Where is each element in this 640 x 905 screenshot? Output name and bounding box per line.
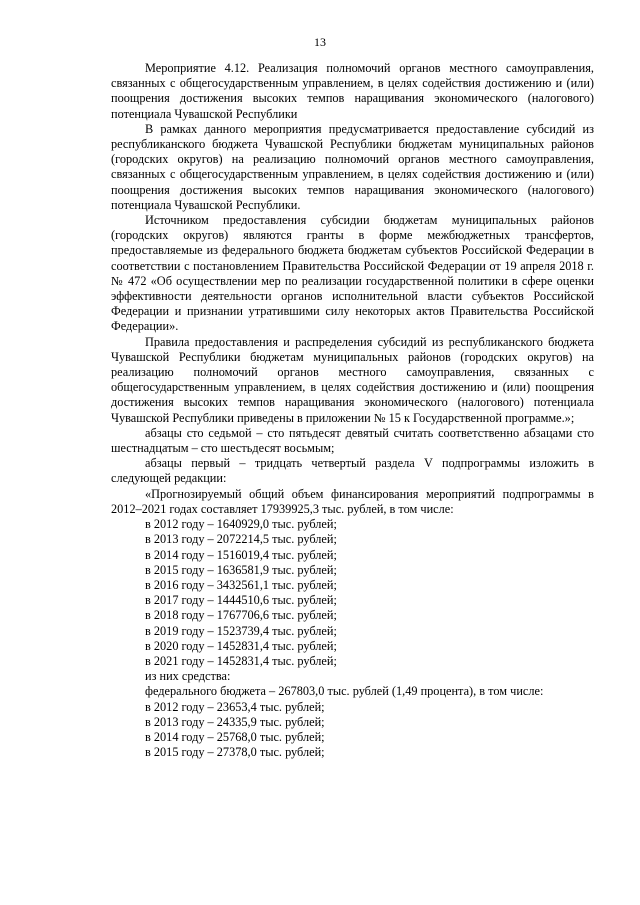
paragraph: «Прогнозируемый общий объем финансирования мероприятий подпрограммы в 2012–2021 годах составляет 17939925,3 тыс. рублей, в том числе: — [111, 486, 594, 516]
list-item: в 2014 году – 25768,0 тыс. рублей; — [145, 729, 325, 744]
list-item: в 2014 году – 1516019,4 тыс. рублей; — [145, 547, 337, 562]
list-item: в 2013 году – 2072214,5 тыс. рублей; — [145, 532, 337, 547]
list-item: в 2020 году – 1452831,4 тыс. рублей; — [145, 638, 337, 653]
list-item: в 2012 году – 1640929,0 тыс. рублей; — [145, 517, 337, 532]
paragraph: абзацы сто седьмой – сто пятьдесят девятый считать соответственно абзацами сто шестнадцатым – сто шестьдесят восьмым; — [111, 425, 594, 456]
document-body — [111, 61, 594, 760]
list-item: в 2015 году – 27378,0 тыс. рублей; — [145, 745, 325, 760]
list-item: в 2012 году – 23653,4 тыс. рублей; — [145, 699, 325, 714]
paragraph: абзацы первый – тридцать четвертый раздела V подпрограммы изложить в следующей редакции: — [111, 456, 594, 486]
list-item: в 2019 году – 1523739,4 тыс. рублей; — [145, 623, 337, 638]
paragraph: Правила предоставления и распределения субсидий из республиканского бюджета Чувашской Республики бюджетам муниципальных районов (городских округов) на реализацию полномочий органов местного самоуправления, связанных с общегосударственным управлением, в целях содействия достижению и (или) поощрения достижения высоких темпов наращивания экономического (налогового) потенциала Чувашской Республики приведены в приложении № 15 к Государственной программе.»; — [111, 334, 594, 425]
page-number: 13 — [314, 35, 326, 49]
list-item: в 2013 году – 24335,9 тыс. рублей; — [145, 714, 325, 729]
list-item: в 2018 году – 1767706,6 тыс. рублей; — [145, 608, 337, 623]
paragraph: Источником предоставления субсидии бюджетам муниципальных районов (городских округов) являются гранты в форме межбюджетных трансфертов, предоставляемые из федерального бюджета бюджетам субъектов Российской Федерации в соответствии с постановлением Правительства Российской Федерации от 19 апреля 2018 г. № 472 «Об осуществлении мер по реализации государственной политики в сфере оценки эффективности деятельности органов исполнительной власти субъектов Российской Федерации и признании утратившими силу некоторых актов Правительства Российской Федерации». — [111, 213, 594, 334]
list-item: в 2021 году – 1452831,4 тыс. рублей; — [145, 653, 337, 668]
list-item: в 2016 году – 3432561,1 тыс. рублей; — [145, 577, 337, 592]
list-item: в 2015 году – 1636581,9 тыс. рублей; — [145, 562, 337, 577]
list-item: в 2017 году – 1444510,6 тыс. рублей; — [145, 593, 337, 608]
paragraph: В рамках данного мероприятия предусматривается предоставление субсидий из республиканского бюджета Чувашской Республики бюджетам муниципальных районов (городских округов) на реализацию полномочий органов местного самоуправления, связанных с общегосударственным управлением, в целях содействия достижению и (или) поощрения достижения высоких темпов наращивания экономического (налогового) потенциала Чувашской Республики. — [111, 121, 594, 212]
federal-paragraph: федерального бюджета – 267803,0 тыс. рублей (1,49 процента), в том числе: — [145, 684, 544, 699]
paragraph: Мероприятие 4.12. Реализация полномочий органов местного самоуправления, связанных с общегосударственным управлением, в целях содействия достижению и (или) поощрения достижения высоких темпов наращивания экономического (налогового) потенциала Чувашской Республики — [111, 61, 594, 121]
sources-intro: из них средства: — [145, 669, 231, 684]
